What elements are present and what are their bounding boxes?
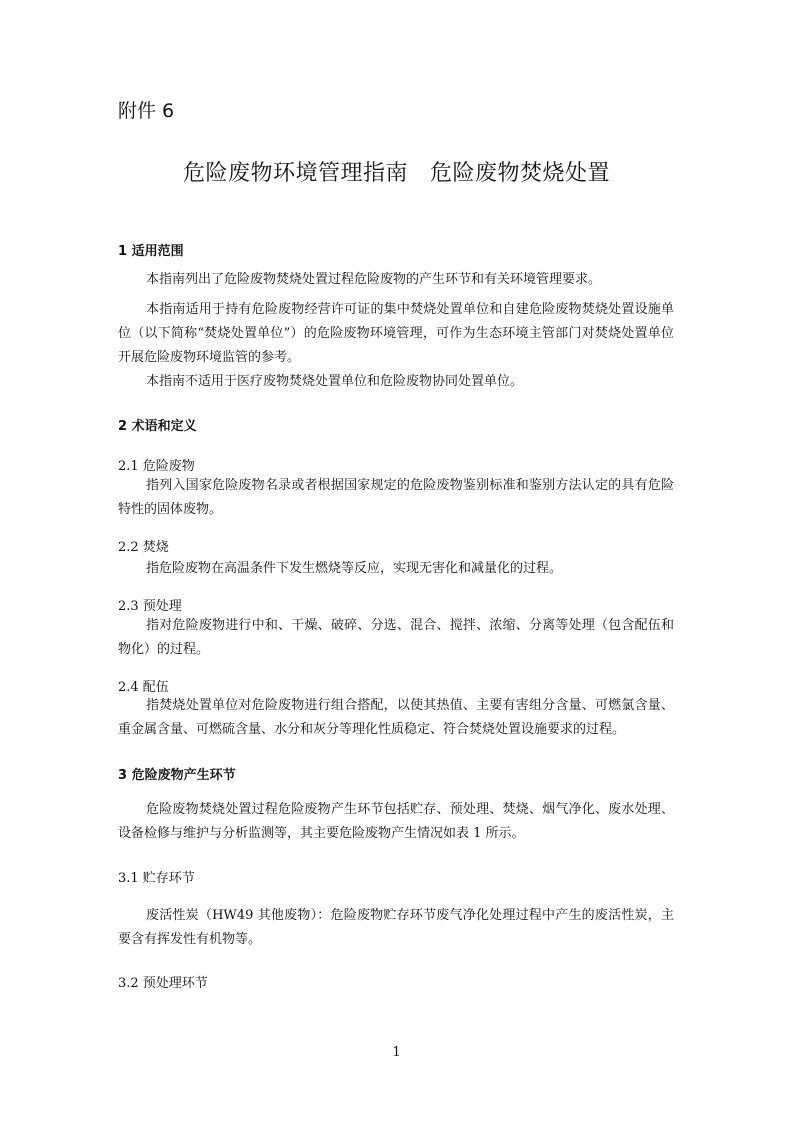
term-2-1-text: 指列入国家危险废物名录或者根据国家规定的危险废物鉴别标准和鉴别方法认定的具有危险特性的固体废物。 [118,478,674,517]
section-3-heading: 3 危险废物产生环节 [118,768,236,783]
term-2-1-heading: 2.1 危险废物 [118,459,195,474]
term-2-2-heading: 2.2 焚烧 [118,540,169,555]
section-2-heading: 2 术语和定义 [118,419,197,434]
term-2-4-heading: 2.4 配伍 [118,680,169,695]
term-2-4-text: 指焚烧处置单位对危险废物进行组合搭配，以使其热值、主要有害组分含量、可燃氯含量、重金属含量、可燃硫含量、水分和灰分等理化性质稳定、符合焚烧处置设施要求的过程。 [118,698,674,737]
section-3-paragraph-1: 危险废物焚烧处置过程危险废物产生环节包括贮存、预处理、焚烧、烟气净化、废水处理、设备检修与维护与分析监测等，其主要危险废物产生情况如表 1 所示。 [118,802,674,841]
term-2-3-text: 指对危险废物进行中和、干燥、破碎、分选、混合、搅拌、浓缩、分离等处理（包含配伍和物化）的过程。 [118,618,674,657]
term-2-2-text: 指危险废物在高温条件下发生燃烧等反应，实现无害化和减量化的过程。 [146,561,563,576]
section-1-heading: 1 适用范围 [118,244,184,259]
document-title [0,156,793,187]
title-main: 危险废物环境管理指南 [182,161,408,186]
attachment-label: 附件 6 [118,100,175,122]
page-number: 1 [392,1045,401,1060]
section-3-1-heading: 3.1 贮存环节 [118,871,195,886]
section-1-paragraph-2: 本指南适用于持有危险废物经营许可证的集中焚烧处置单位和自建危险废物焚烧处置设施单位（以下简称“焚烧处置单位”）的危险废物环境管理，可作为生态环境主管部门对焚烧处置单位开展危险废物环境监管的参考。 [118,302,674,365]
title-sub: 危险废物焚烧处置 [430,161,611,186]
section-3-2-heading: 3.2 预处理环节 [118,976,208,991]
section-1-paragraph-1: 本指南列出了危险废物焚烧处置过程危险废物的产生环节和有关环境管理要求。 [146,272,602,287]
term-2-3-heading: 2.3 预处理 [118,599,182,614]
section-1-paragraph-3: 本指南不适用于医疗废物焚烧处置单位和危险废物协同处置单位。 [146,374,524,389]
section-3-1-text: 废活性炭（HW49 其他废物）：危险废物贮存环节废气净化处理过程中产生的废活性炭，主要含有挥发性有机物等。 [118,908,674,947]
